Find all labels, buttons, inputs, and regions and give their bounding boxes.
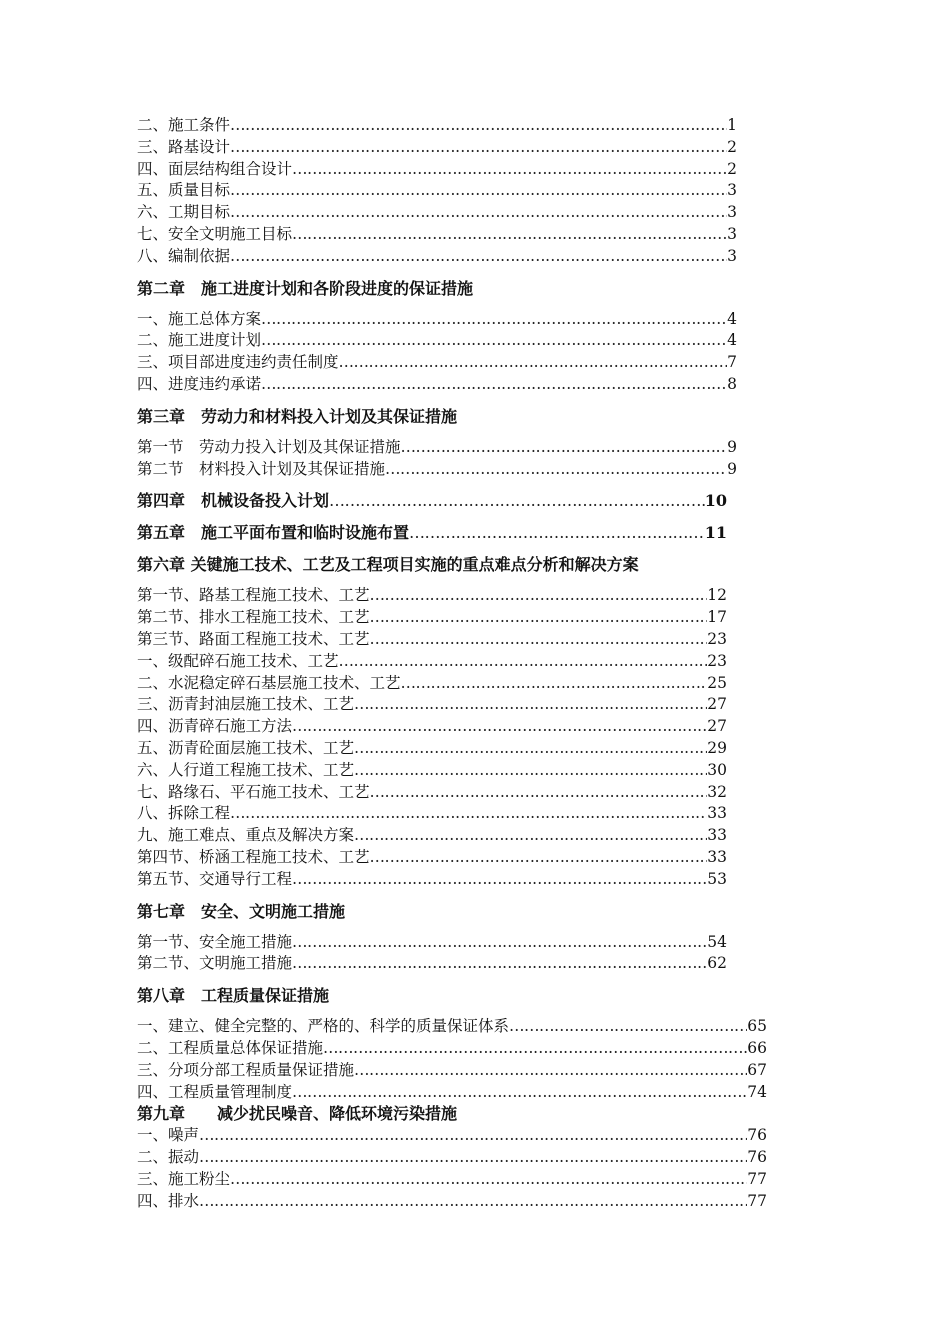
dot-leader bbox=[261, 330, 727, 352]
toc-entry-page: 33 bbox=[707, 826, 727, 845]
toc-entry[interactable] bbox=[137, 202, 737, 224]
toc-entry-title: 六、人行道工程施工技术、工艺 bbox=[137, 760, 355, 779]
dot-leader bbox=[230, 803, 707, 825]
toc-entry-title: 第二节、文明施工措施 bbox=[137, 954, 293, 973]
chapter-heading-9[interactable]: 第九章 减少扰民噪音、降低环境污染措施 bbox=[137, 1104, 458, 1124]
toc-entry[interactable] bbox=[137, 330, 737, 352]
toc-entry[interactable] bbox=[137, 1060, 767, 1082]
dot-leader bbox=[339, 352, 728, 374]
dot-leader bbox=[354, 738, 707, 760]
toc-entry[interactable] bbox=[137, 159, 737, 181]
toc-entry-title: 第四章 机械设备投入计划 bbox=[137, 491, 330, 511]
toc-entry-title: 七、路缘石、平石施工技术、工艺 bbox=[137, 782, 370, 801]
toc-entry-title: 三、沥青封油层施工技术、工艺 bbox=[137, 695, 355, 714]
toc-entry-page: 77 bbox=[747, 1169, 767, 1188]
dot-leader bbox=[292, 159, 727, 181]
toc-entry-page: 11 bbox=[704, 523, 727, 543]
chapter-heading-6[interactable]: 第六章 关键施工技术、工艺及工程项目实施的重点难点分析和解决方案 bbox=[137, 555, 639, 575]
dot-leader bbox=[385, 459, 727, 481]
toc-entry[interactable] bbox=[137, 1191, 767, 1213]
toc-entry-title: 第五节、交通导行工程 bbox=[137, 869, 293, 888]
toc-entry[interactable] bbox=[137, 1038, 767, 1060]
toc-entry-page: 76 bbox=[747, 1126, 767, 1145]
toc-entry-title: 第二节、排水工程施工技术、工艺 bbox=[137, 608, 370, 627]
toc-entry-page: 54 bbox=[707, 932, 727, 951]
chapter-heading-2[interactable]: 第二章 施工进度计划和各阶段进度的保证措施 bbox=[137, 278, 474, 298]
toc-entry-page: 29 bbox=[707, 738, 727, 757]
toc-entry-title: 九、施工难点、重点及解决方案 bbox=[137, 826, 355, 845]
toc-entry-page: 67 bbox=[747, 1060, 767, 1079]
toc-entry[interactable] bbox=[137, 459, 737, 481]
toc-entry[interactable] bbox=[137, 137, 737, 159]
chapter-entry-5[interactable] bbox=[137, 522, 727, 544]
toc-entry-page: 9 bbox=[727, 459, 737, 478]
toc-entry-title: 三、分项分部工程质量保证措施 bbox=[137, 1060, 355, 1079]
dot-leader bbox=[354, 825, 707, 847]
toc-entry-title: 三、项目部进度违约责任制度 bbox=[137, 353, 339, 372]
toc-entry-title: 二、振动 bbox=[137, 1148, 200, 1167]
toc-entry-page: 12 bbox=[707, 586, 727, 605]
toc-entry[interactable] bbox=[137, 629, 727, 651]
dot-leader bbox=[323, 1038, 747, 1060]
toc-entry-page: 4 bbox=[727, 309, 737, 328]
chapter-entry-4[interactable] bbox=[137, 490, 727, 512]
toc-entry[interactable] bbox=[137, 803, 727, 825]
dot-leader bbox=[230, 137, 727, 159]
toc-entry-page: 25 bbox=[707, 673, 727, 692]
toc-entry-page: 76 bbox=[747, 1148, 767, 1167]
toc-entry-page: 66 bbox=[747, 1038, 767, 1057]
dot-leader bbox=[199, 1191, 747, 1213]
chapter-heading-8[interactable]: 第八章 工程质量保证措施 bbox=[137, 986, 330, 1006]
dot-leader bbox=[370, 847, 708, 869]
toc-entry[interactable] bbox=[137, 1125, 767, 1147]
dot-leader bbox=[339, 651, 708, 673]
dot-leader bbox=[354, 694, 707, 716]
toc-entry[interactable] bbox=[137, 1147, 767, 1169]
dot-leader bbox=[409, 522, 705, 544]
toc-entry-page: 27 bbox=[707, 717, 727, 736]
toc-entry-title: 八、编制依据 bbox=[137, 246, 231, 265]
dot-leader bbox=[370, 629, 708, 651]
dot-leader bbox=[261, 309, 727, 331]
dot-leader bbox=[230, 246, 727, 268]
toc-entry[interactable] bbox=[137, 694, 727, 716]
dot-leader bbox=[199, 1147, 747, 1169]
toc-entry-page: 9 bbox=[727, 437, 737, 456]
toc-entry[interactable] bbox=[137, 180, 737, 202]
toc-entry-page: 7 bbox=[727, 353, 737, 372]
toc-entry-page: 65 bbox=[747, 1017, 767, 1036]
toc-entry-page: 53 bbox=[707, 869, 727, 888]
dot-leader bbox=[370, 782, 708, 804]
dot-leader bbox=[329, 490, 705, 512]
toc-entry-page: 4 bbox=[727, 331, 737, 350]
toc-entry[interactable] bbox=[137, 1016, 767, 1038]
toc-entry[interactable] bbox=[137, 585, 727, 607]
toc-entry-page: 62 bbox=[707, 954, 727, 973]
toc-entry-title: 第三节、路面工程施工技术、工艺 bbox=[137, 629, 370, 648]
toc-entry-title: 二、水泥稳定碎石基层施工技术、工艺 bbox=[137, 673, 401, 692]
toc-entry[interactable] bbox=[137, 716, 727, 738]
chapter-heading-7[interactable]: 第七章 安全、文明施工措施 bbox=[137, 901, 346, 921]
toc-entry[interactable] bbox=[137, 847, 727, 869]
dot-leader bbox=[354, 760, 707, 782]
toc-entry[interactable] bbox=[137, 825, 727, 847]
toc-entry[interactable] bbox=[137, 953, 727, 975]
toc-entry-title: 五、沥青砼面层施工技术、工艺 bbox=[137, 738, 355, 757]
toc-entry-title: 三、路基设计 bbox=[137, 137, 231, 156]
toc-entry-page: 33 bbox=[707, 847, 727, 866]
dot-leader bbox=[292, 932, 707, 954]
dot-leader bbox=[199, 1125, 747, 1147]
dot-leader bbox=[401, 673, 708, 695]
toc-entry[interactable] bbox=[137, 869, 727, 891]
dot-leader bbox=[230, 115, 727, 137]
toc-entry[interactable] bbox=[137, 607, 727, 629]
toc-entry-page: 27 bbox=[707, 695, 727, 714]
toc-entry-title: 第一节 劳动力投入计划及其保证措施 bbox=[137, 437, 401, 456]
toc-entry[interactable] bbox=[137, 782, 727, 804]
toc-entry-title: 第五章 施工平面布置和临时设施布置 bbox=[137, 523, 410, 543]
toc-entry-page: 17 bbox=[707, 608, 727, 627]
toc-entry[interactable] bbox=[137, 738, 727, 760]
toc-entry-title: 六、工期目标 bbox=[137, 203, 231, 222]
dot-leader bbox=[292, 1082, 747, 1104]
dot-leader bbox=[230, 202, 727, 224]
toc-entry-page: 2 bbox=[727, 159, 737, 178]
toc-entry-page: 23 bbox=[707, 651, 727, 670]
toc-entry-title: 八、拆除工程 bbox=[137, 804, 231, 823]
toc-entry[interactable] bbox=[137, 352, 737, 374]
toc-entry-title: 第一节、路基工程施工技术、工艺 bbox=[137, 586, 370, 605]
dot-leader bbox=[509, 1016, 747, 1038]
toc-entry[interactable] bbox=[137, 374, 737, 396]
toc-entry-page: 1 bbox=[727, 116, 737, 134]
toc-entry-page: 30 bbox=[707, 760, 727, 779]
toc-entry[interactable] bbox=[137, 760, 727, 782]
toc-entry-title: 四、沥青碎石施工方法 bbox=[137, 717, 293, 736]
toc-entry-title: 四、工程质量管理制度 bbox=[137, 1082, 293, 1101]
toc-entry[interactable] bbox=[137, 1169, 767, 1191]
toc-entry-title: 一、级配碎石施工技术、工艺 bbox=[137, 651, 339, 670]
toc-entry-title: 一、施工总体方案 bbox=[137, 309, 262, 328]
toc-entry[interactable] bbox=[137, 224, 737, 246]
dot-leader bbox=[292, 953, 707, 975]
toc-entry[interactable] bbox=[137, 115, 737, 137]
toc-entry-title: 七、安全文明施工目标 bbox=[137, 224, 293, 243]
dot-leader bbox=[370, 585, 708, 607]
dot-leader bbox=[230, 180, 727, 202]
toc-entry-title: 二、工程质量总体保证措施 bbox=[137, 1038, 324, 1057]
toc-entry-title: 五、质量目标 bbox=[137, 181, 231, 200]
toc-entry-page: 33 bbox=[707, 804, 727, 823]
dot-leader bbox=[292, 869, 707, 891]
toc-entry-page: 8 bbox=[727, 374, 737, 393]
toc-entry-title: 四、排水 bbox=[137, 1191, 200, 1210]
toc-entry-title: 第二节 材料投入计划及其保证措施 bbox=[137, 459, 386, 478]
toc-entry-title: 三、施工粉尘 bbox=[137, 1169, 231, 1188]
toc-entry-page: 23 bbox=[707, 629, 727, 648]
toc-entry-title: 四、面层结构组合设计 bbox=[137, 159, 293, 178]
toc-entry[interactable] bbox=[137, 651, 727, 673]
dot-leader bbox=[354, 1060, 747, 1082]
toc-entry[interactable] bbox=[137, 932, 727, 954]
dot-leader bbox=[292, 224, 727, 246]
toc-entry-page: 3 bbox=[727, 246, 737, 265]
toc-entry-page: 74 bbox=[747, 1082, 767, 1101]
toc-entry-page: 2 bbox=[727, 137, 737, 156]
toc-entry[interactable] bbox=[137, 309, 737, 331]
toc-entry[interactable] bbox=[137, 673, 727, 695]
toc-entry-title: 二、施工进度计划 bbox=[137, 331, 262, 350]
toc-entry-page: 77 bbox=[747, 1191, 767, 1210]
dot-leader bbox=[230, 1169, 747, 1191]
toc-entry-title: 第一节、安全施工措施 bbox=[137, 932, 293, 951]
toc-entry[interactable] bbox=[137, 246, 737, 268]
chapter-heading-3[interactable]: 第三章 劳动力和材料投入计划及其保证措施 bbox=[137, 406, 458, 426]
toc-entry-title: 四、进度违约承诺 bbox=[137, 374, 262, 393]
toc-entry-page: 10 bbox=[704, 491, 727, 511]
toc-entry-title: 二、施工条件 bbox=[137, 116, 231, 134]
toc-entry[interactable] bbox=[137, 1082, 767, 1104]
dot-leader bbox=[292, 716, 707, 738]
table-of-contents bbox=[137, 115, 767, 1212]
toc-entry-page: 3 bbox=[727, 203, 737, 222]
toc-entry[interactable] bbox=[137, 437, 737, 459]
dot-leader bbox=[370, 607, 708, 629]
toc-entry-page: 3 bbox=[727, 224, 737, 243]
dot-leader bbox=[401, 437, 728, 459]
toc-entry-title: 第四节、桥涵工程施工技术、工艺 bbox=[137, 847, 370, 866]
toc-entry-title: 一、噪声 bbox=[137, 1126, 200, 1145]
toc-entry-page: 3 bbox=[727, 181, 737, 200]
toc-entry-title: 一、建立、健全完整的、严格的、科学的质量保证体系 bbox=[137, 1017, 510, 1036]
toc-entry-page: 32 bbox=[707, 782, 727, 801]
dot-leader bbox=[261, 374, 727, 396]
